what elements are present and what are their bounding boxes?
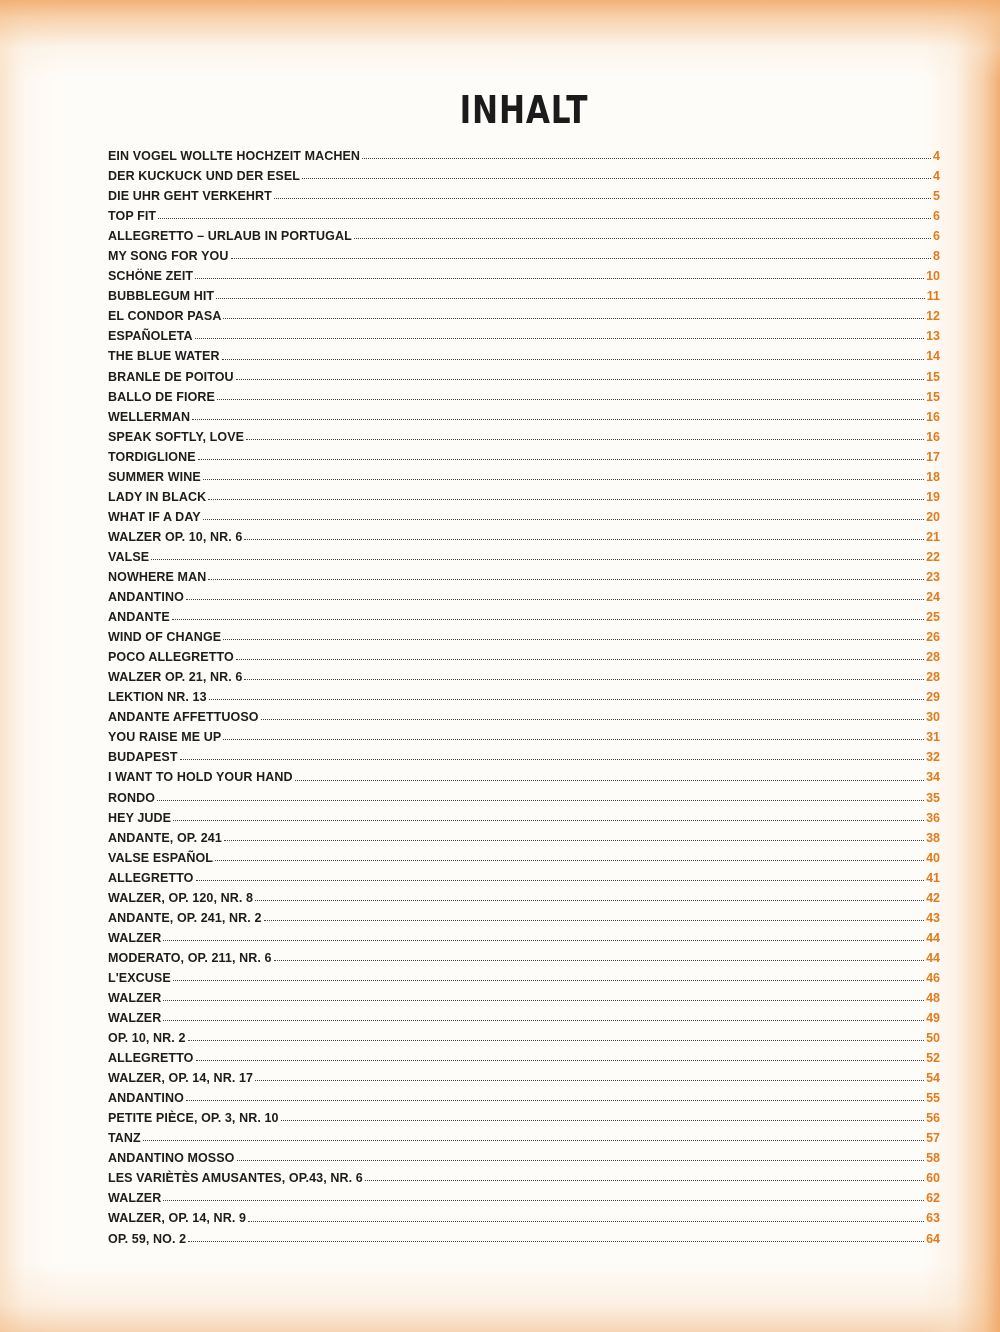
dot-leader — [158, 218, 931, 219]
toc-entry-page-number: 40 — [926, 850, 940, 865]
toc-entry[interactable] — [108, 1108, 940, 1128]
dot-leader — [163, 1020, 924, 1021]
toc-entry[interactable] — [108, 948, 940, 968]
toc-entry-title: SCHÖNE ZEIT — [108, 269, 194, 284]
dot-leader — [208, 579, 924, 580]
toc-entry-title: OP. 59, NO. 2 — [108, 1231, 187, 1246]
toc-entry[interactable] — [108, 788, 940, 808]
dot-leader — [157, 800, 924, 801]
toc-entry-page-number: 48 — [926, 990, 940, 1005]
toc-entry-title: TORDIGLIONE — [108, 449, 196, 464]
dot-leader — [203, 479, 924, 480]
toc-entry-page-number: 49 — [926, 1011, 940, 1026]
toc-entry-page-number: 29 — [926, 690, 940, 705]
toc-entry[interactable] — [108, 186, 940, 206]
dot-leader — [365, 1180, 924, 1181]
toc-entry-title: VALSE — [108, 549, 150, 564]
toc-entry[interactable] — [108, 567, 940, 587]
toc-entry-page-number: 31 — [926, 730, 940, 745]
dot-leader — [244, 539, 924, 540]
toc-entry[interactable] — [108, 427, 940, 447]
toc-entry-page-number: 56 — [926, 1111, 940, 1126]
toc-entry-page-number: 42 — [926, 890, 940, 905]
toc-entry-page-number: 50 — [926, 1031, 940, 1046]
page-title: INHALT — [459, 88, 589, 132]
toc-entry[interactable] — [108, 346, 940, 366]
toc-entry-page-number: 23 — [926, 569, 940, 584]
toc-entry-page-number: 60 — [926, 1171, 940, 1186]
toc-entry-page-number: 15 — [926, 369, 940, 384]
toc-entry[interactable] — [108, 988, 940, 1008]
toc-entry[interactable] — [108, 647, 940, 667]
toc-entry[interactable] — [108, 206, 940, 226]
toc-entry-title: DER KUCKUCK UND DER ESEL — [108, 169, 300, 184]
toc-entry-page-number: 38 — [926, 830, 940, 845]
toc-entry[interactable] — [108, 1088, 940, 1108]
toc-entry-title: WALZER, OP. 14, NR. 17 — [108, 1071, 254, 1086]
toc-entry-title: TOP FIT — [108, 209, 157, 224]
dot-leader — [223, 639, 924, 640]
toc-entry[interactable] — [108, 1028, 940, 1048]
dot-leader — [246, 439, 924, 440]
toc-entry[interactable] — [108, 627, 940, 647]
dot-leader — [186, 1100, 924, 1101]
dot-leader — [223, 318, 924, 319]
toc-entry[interactable] — [108, 387, 940, 407]
toc-entry[interactable] — [108, 808, 940, 828]
toc-entry-title: RONDO — [108, 790, 156, 805]
toc-entry-page-number: 18 — [926, 469, 940, 484]
toc-entry-title: EL CONDOR PASA — [108, 309, 222, 324]
toc-entry-page-number: 43 — [926, 910, 940, 925]
toc-entry-title: ANDANTINO MOSSO — [108, 1151, 235, 1166]
toc-entry-page-number: 19 — [926, 489, 940, 504]
toc-entry-page-number: 62 — [926, 1191, 940, 1206]
toc-entry-title: POCO ALLEGRETTO — [108, 650, 234, 665]
toc-entry[interactable] — [108, 367, 940, 387]
toc-entry[interactable] — [108, 266, 940, 286]
toc-entry-page-number: 21 — [926, 529, 940, 544]
toc-entry[interactable] — [108, 306, 940, 326]
toc-entry-title: ANDANTINO — [108, 590, 184, 605]
toc-entry-title: ANDANTE — [108, 610, 170, 625]
toc-entry[interactable] — [108, 828, 940, 848]
dot-leader — [209, 699, 924, 700]
toc-entry-title: BALLO DE FIORE — [108, 389, 215, 404]
toc-entry[interactable] — [108, 707, 940, 727]
dot-leader — [192, 419, 924, 420]
toc-entry-page-number: 4 — [933, 149, 940, 163]
toc-entry-page-number: 6 — [933, 229, 940, 244]
toc-entry-page-number: 55 — [926, 1091, 940, 1106]
dot-leader — [208, 499, 924, 500]
toc-entry-title: DIE UHR GEHT VERKEHRT — [108, 189, 272, 204]
dot-leader — [222, 359, 925, 360]
toc-entry[interactable] — [108, 1128, 940, 1148]
toc-entry[interactable] — [108, 587, 940, 607]
toc-entry-page-number: 36 — [926, 810, 940, 825]
toc-entry-title: YOU RAISE ME UP — [108, 730, 222, 745]
toc-entry-page-number: 30 — [926, 710, 940, 725]
toc-entry-title: OP. 10, NR. 2 — [108, 1031, 186, 1046]
toc-entry-title: WALZER, OP. 120, NR. 8 — [108, 890, 254, 905]
toc-entry-title: ANDANTE AFFETTUOSO — [108, 710, 259, 725]
dot-leader — [163, 1000, 924, 1001]
toc-entry[interactable] — [108, 667, 940, 687]
dot-leader — [261, 719, 924, 720]
toc-entry-title: LADY IN BLACK — [108, 489, 207, 504]
dot-leader — [203, 519, 924, 520]
dot-leader — [173, 820, 924, 821]
toc-entry[interactable] — [108, 527, 940, 547]
toc-entry-page-number: 41 — [926, 870, 940, 885]
toc-entry-title: ALLEGRETTO – URLAUB IN PORTUGAL — [108, 229, 352, 244]
dot-leader — [274, 198, 931, 199]
dot-leader — [237, 1160, 925, 1161]
dot-leader — [223, 739, 924, 740]
toc-entry-title: EIN VOGEL WOLLTE HOCHZEIT MACHEN — [108, 149, 361, 163]
toc-entry-title: HEY JUDE — [108, 810, 172, 825]
toc-entry[interactable] — [108, 507, 940, 527]
dot-leader — [231, 258, 932, 259]
toc-entry-title: WALZER — [108, 990, 162, 1005]
toc-entry[interactable] — [108, 727, 940, 747]
toc-entry[interactable] — [108, 146, 940, 166]
dot-leader — [248, 1221, 924, 1222]
toc-entry-title: SPEAK SOFTLY, LOVE — [108, 429, 245, 444]
toc-entry-title: BUBBLEGUM HIT — [108, 289, 215, 304]
dot-leader — [264, 920, 925, 921]
toc-entry-page-number: 52 — [926, 1051, 940, 1066]
toc-entry-title: LES VARIÈTÈS AMUSANTES, OP.43, NR. 6 — [108, 1171, 363, 1186]
toc-entry[interactable] — [108, 1048, 940, 1068]
toc-entry-title: MODERATO, OP. 211, NR. 6 — [108, 950, 272, 965]
toc-entry-page-number: 17 — [926, 449, 940, 464]
toc-entry-title: PETITE PIÈCE, OP. 3, NR. 10 — [108, 1111, 279, 1126]
dot-leader — [180, 759, 925, 760]
toc-entry-title: BUDAPEST — [108, 750, 178, 765]
toc-entry[interactable] — [108, 607, 940, 627]
toc-entry[interactable] — [108, 908, 940, 928]
dot-leader — [354, 238, 931, 239]
toc-entry-page-number: 15 — [926, 389, 940, 404]
table-of-contents — [108, 84, 940, 1246]
dot-leader — [173, 980, 924, 981]
dot-leader — [216, 298, 925, 299]
toc-entry-title: WHAT IF A DAY — [108, 509, 201, 524]
toc-entry[interactable] — [108, 447, 940, 467]
toc-entry-title: SUMMER WINE — [108, 469, 201, 484]
toc-entry-page-number: 63 — [926, 1211, 940, 1226]
toc-entry[interactable] — [108, 1068, 940, 1088]
toc-entry-page-number: 16 — [926, 409, 940, 424]
toc-entry-page-number: 16 — [926, 429, 940, 444]
toc-entry-page-number: 5 — [933, 189, 940, 204]
toc-entry-title: TANZ — [108, 1131, 141, 1146]
toc-entry[interactable] — [108, 1208, 940, 1228]
toc-entry[interactable] — [108, 407, 940, 427]
toc-entry[interactable] — [108, 968, 940, 988]
toc-entry-page-number: 64 — [926, 1231, 940, 1246]
toc-entry-page-number: 54 — [926, 1071, 940, 1086]
toc-entry-page-number: 58 — [926, 1151, 940, 1166]
toc-entry-page-number: 24 — [926, 590, 940, 605]
toc-entry[interactable] — [108, 326, 940, 346]
toc-entry-title: WALZER — [108, 1191, 162, 1206]
dot-leader — [195, 278, 924, 279]
toc-entry-page-number: 11 — [926, 289, 940, 304]
toc-entry[interactable] — [108, 246, 940, 266]
toc-entry[interactable] — [108, 747, 940, 767]
toc-entry[interactable] — [108, 687, 940, 707]
dot-leader — [224, 840, 924, 841]
toc-entry[interactable] — [108, 467, 940, 487]
toc-entry[interactable] — [108, 1148, 940, 1168]
toc-entry-title: VALSE ESPAÑOL — [108, 850, 214, 865]
toc-entry-page-number: 13 — [926, 329, 940, 344]
toc-entry[interactable] — [108, 1229, 940, 1249]
toc-entry-title: ANDANTINO — [108, 1091, 184, 1106]
dot-leader — [244, 679, 924, 680]
toc-entry-title: WALZER — [108, 930, 162, 945]
dot-leader — [274, 960, 925, 961]
toc-entry-title: WALZER OP. 21, NR. 6 — [108, 670, 243, 685]
toc-entry[interactable] — [108, 226, 940, 246]
dot-leader — [186, 599, 924, 600]
toc-entry-page-number: 25 — [926, 610, 940, 625]
toc-entry-page-number: 20 — [926, 509, 940, 524]
toc-entry-page-number: 44 — [926, 950, 940, 965]
toc-entry[interactable] — [108, 487, 940, 507]
toc-entry-page-number: 35 — [926, 790, 940, 805]
dot-leader — [255, 900, 924, 901]
dot-leader — [196, 880, 925, 881]
toc-entry-title: ALLEGRETTO — [108, 1051, 194, 1066]
toc-entry-page-number: 10 — [926, 269, 940, 284]
toc-entry[interactable] — [108, 928, 940, 948]
toc-entry-page-number: 8 — [933, 249, 940, 264]
toc-entry-page-number: 22 — [926, 549, 940, 564]
toc-entry-title: WALZER, OP. 14, NR. 9 — [108, 1211, 247, 1226]
toc-entry-title: ALLEGRETTO — [108, 870, 194, 885]
toc-entry-page-number: 14 — [926, 349, 940, 364]
toc-entry-title: THE BLUE WATER — [108, 349, 220, 364]
dot-leader — [295, 780, 925, 781]
toc-entry[interactable] — [108, 547, 940, 567]
dot-leader — [163, 940, 924, 941]
toc-entry[interactable] — [108, 868, 940, 888]
dot-leader — [163, 1200, 924, 1201]
dot-leader — [362, 158, 931, 159]
toc-entry-page-number: 4 — [933, 169, 940, 184]
toc-entry-page-number: 28 — [926, 670, 940, 685]
toc-entry-page-number: 34 — [926, 770, 940, 785]
dot-leader — [217, 399, 924, 400]
toc-entry[interactable] — [108, 1168, 940, 1188]
toc-list — [108, 146, 940, 1249]
toc-entry-title: NOWHERE MAN — [108, 569, 207, 584]
toc-entry-page-number: 28 — [926, 650, 940, 665]
dot-leader — [151, 559, 924, 560]
toc-entry-title: L'EXCUSE — [108, 970, 171, 985]
dot-leader — [188, 1241, 924, 1242]
dot-leader — [255, 1080, 924, 1081]
toc-entry-page-number: 57 — [926, 1131, 940, 1146]
dot-leader — [195, 338, 925, 339]
toc-entry-page-number: 6 — [933, 209, 940, 224]
toc-entry-page-number: 46 — [926, 970, 940, 985]
dot-leader — [198, 459, 924, 460]
dot-leader — [281, 1120, 925, 1121]
toc-entry-title: WALZER — [108, 1011, 162, 1026]
dot-leader — [172, 619, 924, 620]
toc-entry-title: BRANLE DE POITOU — [108, 369, 234, 384]
toc-entry[interactable] — [108, 848, 940, 868]
dot-leader — [188, 1040, 925, 1041]
toc-entry-title: ESPAÑOLETA — [108, 329, 193, 344]
toc-entry-page-number: 12 — [926, 309, 940, 324]
dot-leader — [215, 860, 924, 861]
toc-entry[interactable] — [108, 286, 940, 306]
toc-entry-page-number: 32 — [926, 750, 940, 765]
toc-entry[interactable] — [108, 1008, 940, 1028]
toc-entry-title: LEKTION NR. 13 — [108, 690, 207, 705]
toc-entry-title: ANDANTE, OP. 241 — [108, 830, 222, 845]
toc-entry-page-number: 44 — [926, 930, 940, 945]
toc-entry-title: WELLERMAN — [108, 409, 191, 424]
toc-entry[interactable] — [108, 1188, 940, 1208]
dot-leader — [302, 178, 931, 179]
dot-leader — [236, 379, 924, 380]
dot-leader — [196, 1060, 925, 1061]
toc-entry-page-number: 26 — [926, 630, 940, 645]
toc-entry[interactable] — [108, 888, 940, 908]
toc-entry-title: WIND OF CHANGE — [108, 630, 222, 645]
toc-entry-title: MY SONG FOR YOU — [108, 249, 229, 264]
toc-entry[interactable] — [108, 767, 940, 787]
toc-entry-title: I WANT TO HOLD YOUR HAND — [108, 770, 293, 785]
toc-entry[interactable] — [108, 166, 940, 186]
dot-leader — [236, 659, 924, 660]
toc-entry-title: ANDANTE, OP. 241, NR. 2 — [108, 910, 262, 925]
toc-entry-title: WALZER OP. 10, NR. 6 — [108, 529, 243, 544]
dot-leader — [143, 1140, 924, 1141]
